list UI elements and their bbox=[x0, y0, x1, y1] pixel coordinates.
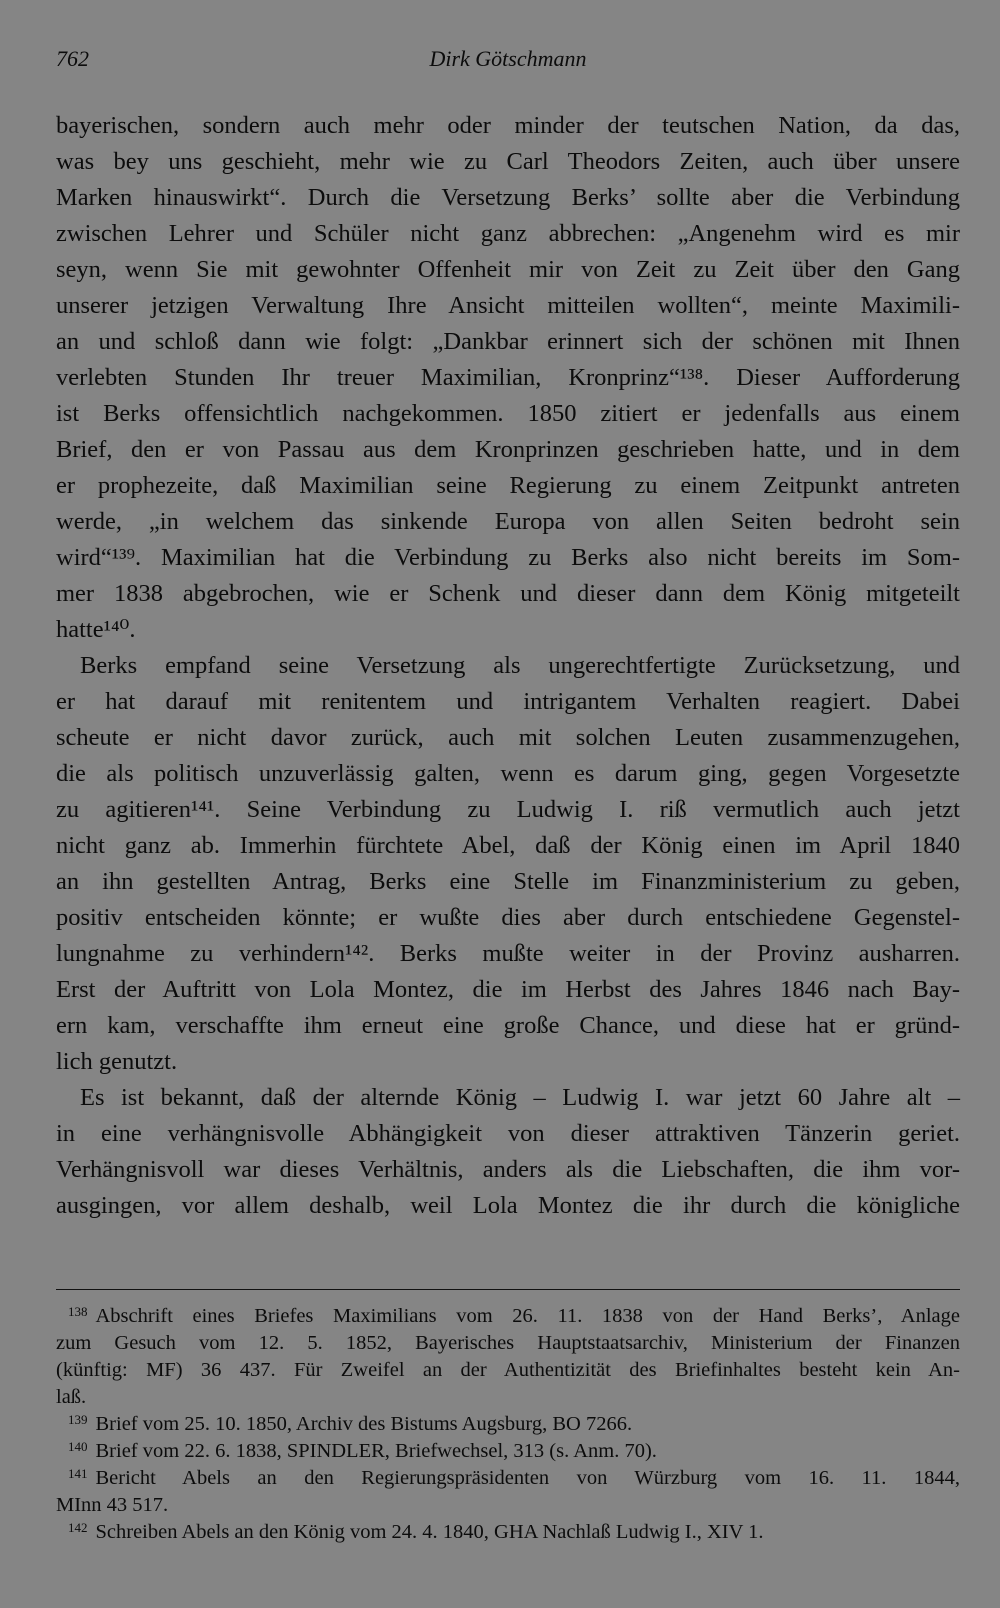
text-line: an ihn gestellten Antrag, Berks eine Stelle im Finanzministerium zu geben, bbox=[56, 868, 960, 895]
footnote-line bbox=[56, 1303, 960, 1330]
text-line: zwischen Lehrer und Schüler nicht ganz abbrechen: „Angenehm wird es mir bbox=[56, 220, 960, 247]
text-line: Es ist bekannt, daß der alternde König – Ludwig I. war jetzt 60 Jahre alt – bbox=[80, 1084, 960, 1111]
text-line: bayerischen, sondern auch mehr oder minder der teutschen Nation, da das, bbox=[56, 112, 960, 139]
text-line: Berks empfand seine Versetzung als ungerechtfertigte Zurücksetzung, und bbox=[80, 652, 960, 679]
text-line: er prophezeite, daß Maximilian seine Regierung zu einem Zeitpunkt antreten bbox=[56, 472, 960, 499]
footnote-number: 140 bbox=[68, 1439, 88, 1454]
text-line: zu agitieren¹⁴¹. Seine Verbindung zu Ludwig I. riß vermutlich auch jetzt bbox=[56, 796, 960, 823]
footnote-line bbox=[56, 1465, 960, 1492]
footnote bbox=[56, 1303, 960, 1411]
footnote-line bbox=[56, 1357, 960, 1384]
body-text bbox=[56, 108, 960, 1224]
footnote-number: 138 bbox=[68, 1304, 88, 1319]
text-line: nicht ganz ab. Immerhin fürchtete Abel, daß der König einen im April 1840 bbox=[56, 832, 960, 859]
paragraph bbox=[56, 1080, 960, 1224]
text-line: Marken hinauswirkt“. Durch die Versetzung Berks’ sollte aber die Verbindung bbox=[56, 184, 960, 211]
footnote-line bbox=[56, 1519, 960, 1546]
footnote-text: laß. bbox=[56, 1386, 87, 1408]
footnote bbox=[56, 1465, 960, 1519]
footnote-text: Brief vom 25. 10. 1850, Archiv des Bistums Augsburg, BO 7266. bbox=[95, 1413, 633, 1435]
footnote-line bbox=[56, 1384, 960, 1411]
text-line: unserer jetzigen Verwaltung Ihre Ansicht mitteilen wollten“, meinte Maximili- bbox=[56, 292, 960, 319]
footnote-text: MInn 43 517. bbox=[56, 1494, 169, 1516]
footnote-text: Abschrift eines Briefes Maximilians vom 26. 11. 1838 von der Hand Berks’, Anlage bbox=[95, 1305, 960, 1327]
text-line: lungnahme zu verhindern¹⁴². Berks mußte weiter in der Provinz ausharren. bbox=[56, 940, 960, 967]
page-number: 762 bbox=[56, 46, 89, 71]
footnote-line bbox=[56, 1438, 960, 1465]
text-line: Brief, den er von Passau aus dem Kronprinzen geschrieben hatte, und in dem bbox=[56, 436, 960, 463]
footnote bbox=[56, 1411, 960, 1438]
footnote-line bbox=[56, 1411, 960, 1438]
footnotes bbox=[56, 1303, 960, 1546]
text-line: in eine verhängnisvolle Abhängigkeit von dieser attraktiven Tänzerin geriet. bbox=[56, 1120, 960, 1147]
text-line: verlebten Stunden Ihr treuer Maximilian, Kronprinz“¹³⁸. Dieser Aufforderung bbox=[56, 364, 960, 391]
running-head bbox=[56, 42, 960, 76]
text-line: scheute er nicht davor zurück, auch mit solchen Leuten zusammenzugehen, bbox=[56, 724, 960, 751]
text-line: an und schloß dann wie folgt: „Dankbar erinnert sich der schönen mit Ihnen bbox=[56, 328, 960, 355]
text-line: die als politisch unzuverlässig galten, wenn es darum ging, gegen Vorgesetzte bbox=[56, 760, 960, 787]
footnote-number: 141 bbox=[68, 1466, 88, 1481]
text-line: werde, „in welchem das sinkende Europa von allen Seiten bedroht sein bbox=[56, 508, 960, 535]
text-line: ist Berks offensichtlich nachgekommen. 1850 zitiert er jedenfalls aus einem bbox=[56, 400, 960, 427]
text-line: seyn, wenn Sie mit gewohnter Offenheit mir von Zeit zu Zeit über den Gang bbox=[56, 256, 960, 283]
footnote-line bbox=[56, 1492, 960, 1519]
text-line: wird“¹³⁹. Maximilian hat die Verbindung zu Berks also nicht bereits im Som- bbox=[56, 544, 960, 571]
footnote bbox=[56, 1519, 960, 1546]
footnote-rule bbox=[56, 1289, 960, 1290]
running-title: Dirk Götschmann bbox=[429, 46, 587, 71]
book-page bbox=[56, 0, 960, 1608]
text-line: lich genutzt. bbox=[56, 1048, 178, 1075]
paragraph bbox=[56, 648, 960, 1080]
footnote-text: Brief vom 22. 6. 1838, SPINDLER, Briefwechsel, 313 (s. Anm. 70). bbox=[95, 1440, 657, 1462]
text-line: ausgingen, vor allem deshalb, weil Lola Montez die ihr durch die königliche bbox=[56, 1192, 960, 1219]
footnote-line bbox=[56, 1330, 960, 1357]
text-line: ern kam, verschaffte ihm erneut eine große Chance, und diese hat er gründ- bbox=[56, 1012, 960, 1039]
footnote-text: Bericht Abels an den Regierungspräsidenten von Würzburg vom 16. 11. 1844, bbox=[95, 1467, 960, 1489]
text-line: Verhängnisvoll war dieses Verhältnis, anders als die Liebschaften, die ihm vor- bbox=[56, 1156, 960, 1183]
text-line: hatte¹⁴⁰. bbox=[56, 616, 136, 643]
footnote-text: (künftig: MF) 36 437. Für Zweifel an der Authentizität des Briefinhaltes besteht kein An- bbox=[56, 1359, 960, 1381]
footnote bbox=[56, 1438, 960, 1465]
paragraph bbox=[56, 108, 960, 648]
text-line: mer 1838 abgebrochen, wie er Schenk und dieser dann dem König mitgeteilt bbox=[56, 580, 960, 607]
text-line: was bey uns geschieht, mehr wie zu Carl Theodors Zeiten, auch über unsere bbox=[56, 148, 960, 175]
text-line: positiv entscheiden könnte; er wußte dies aber durch entschiedene Gegenstel- bbox=[56, 904, 960, 931]
text-line: Erst der Auftritt von Lola Montez, die im Herbst des Jahres 1846 nach Bay- bbox=[56, 976, 960, 1003]
footnote-text: Schreiben Abels an den König vom 24. 4. 1840, GHA Nachlaß Ludwig I., XIV 1. bbox=[95, 1521, 764, 1543]
footnote-number: 142 bbox=[68, 1520, 88, 1535]
footnote-text: zum Gesuch vom 12. 5. 1852, Bayerisches Hauptstaatsarchiv, Ministerium der Finanzen bbox=[56, 1332, 960, 1354]
text-line: er hat darauf mit renitentem und intrigantem Verhalten reagiert. Dabei bbox=[56, 688, 960, 715]
footnote-number: 139 bbox=[68, 1412, 88, 1427]
